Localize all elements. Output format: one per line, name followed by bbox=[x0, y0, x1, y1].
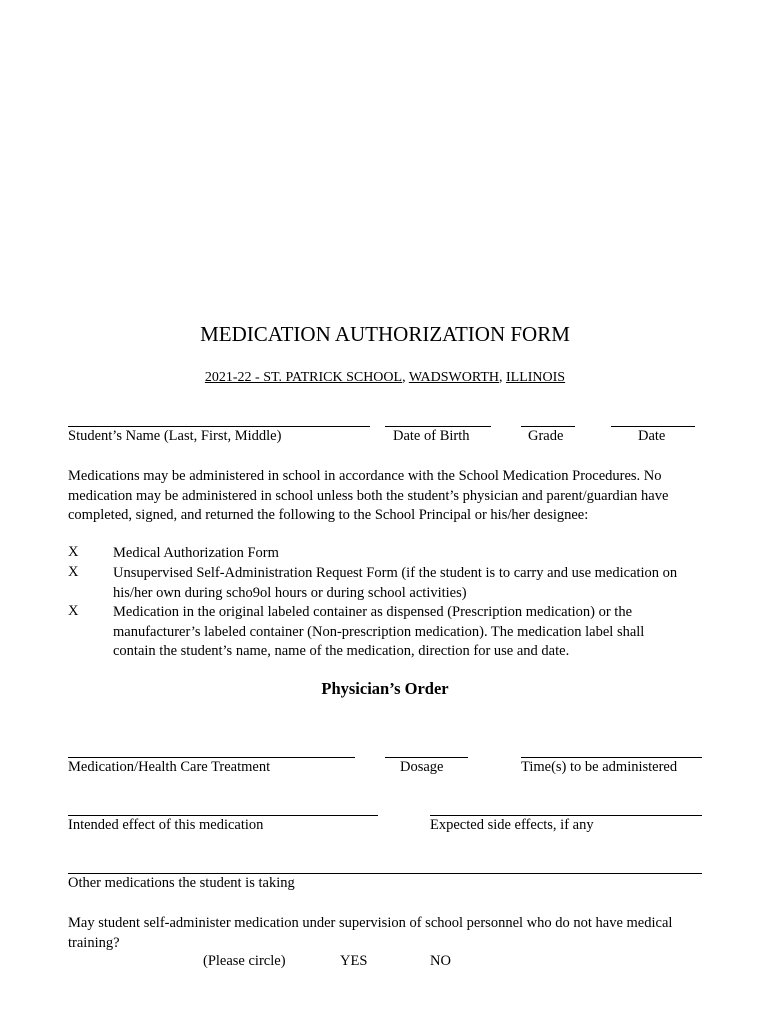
subtitle-separator: , bbox=[402, 370, 409, 385]
requirement-mark: X bbox=[68, 603, 79, 619]
requirement-text: Medication in the original labeled container as dispensed (Prescription medication) or the manufacturer’s labeled container (Non-prescription medication). The medication label shall contain the student’s name, name of the medication, direction for use and date. bbox=[113, 604, 645, 659]
requirement-mark: X bbox=[68, 544, 79, 560]
form-title: MEDICATION AUTHORIZATION FORM bbox=[200, 322, 570, 346]
grade-line[interactable] bbox=[521, 426, 575, 427]
dosage-label: Dosage bbox=[400, 759, 444, 775]
other-meds-line[interactable] bbox=[68, 873, 702, 874]
student-name-label: Student’s Name (Last, First, Middle) bbox=[68, 428, 282, 444]
student-name-line[interactable] bbox=[68, 426, 370, 427]
other-meds-label: Other medications the student is taking bbox=[68, 875, 295, 891]
intended-effect-line[interactable] bbox=[68, 815, 378, 816]
side-effects-line[interactable] bbox=[430, 815, 702, 816]
subtitle-separator: , bbox=[499, 370, 506, 385]
dosage-line[interactable] bbox=[385, 757, 468, 758]
dob-label: Date of Birth bbox=[393, 428, 470, 444]
treatment-line[interactable] bbox=[68, 757, 355, 758]
intended-effect-label: Intended effect of this medication bbox=[68, 817, 264, 833]
circle-prompt: (Please circle) bbox=[203, 953, 286, 969]
school-name: 2021-22 - ST. PATRICK SCHOOL bbox=[204, 370, 403, 385]
self-admin-question: May student self-administer medication under supervision of school personnel who do not have medical training? bbox=[68, 915, 673, 951]
yes-option[interactable]: YES bbox=[340, 953, 368, 969]
requirement-text: Unsupervised Self-Administration Request Form (if the student is to carry and use medication on his/her own during scho9ol hours or during school activities) bbox=[113, 565, 678, 601]
grade-label: Grade bbox=[528, 428, 564, 444]
state-name: ILLINOIS bbox=[506, 370, 566, 385]
requirement-text: Medical Authorization Form bbox=[113, 545, 279, 561]
times-line[interactable] bbox=[521, 757, 702, 758]
date-label: Date bbox=[638, 428, 666, 444]
times-label: Time(s) to be administered bbox=[521, 759, 678, 775]
treatment-label: Medication/Health Care Treatment bbox=[68, 759, 271, 775]
form-subtitle bbox=[0, 370, 770, 386]
side-effects-label: Expected side effects, if any bbox=[430, 817, 594, 833]
dob-line[interactable] bbox=[385, 426, 491, 427]
physician-order-heading: Physician’s Order bbox=[321, 679, 449, 698]
date-line[interactable] bbox=[611, 426, 695, 427]
city-name: WADSWORTH bbox=[408, 370, 499, 385]
no-option[interactable]: NO bbox=[430, 953, 451, 969]
requirement-mark: X bbox=[68, 564, 79, 580]
intro-paragraph: Medications may be administered in school in accordance with the School Medication Procedures. No medication may be administered in school unless both the student’s physician and parent/guardian have completed, signed, and returned the following to the School Principal or his/her designee: bbox=[68, 468, 669, 523]
